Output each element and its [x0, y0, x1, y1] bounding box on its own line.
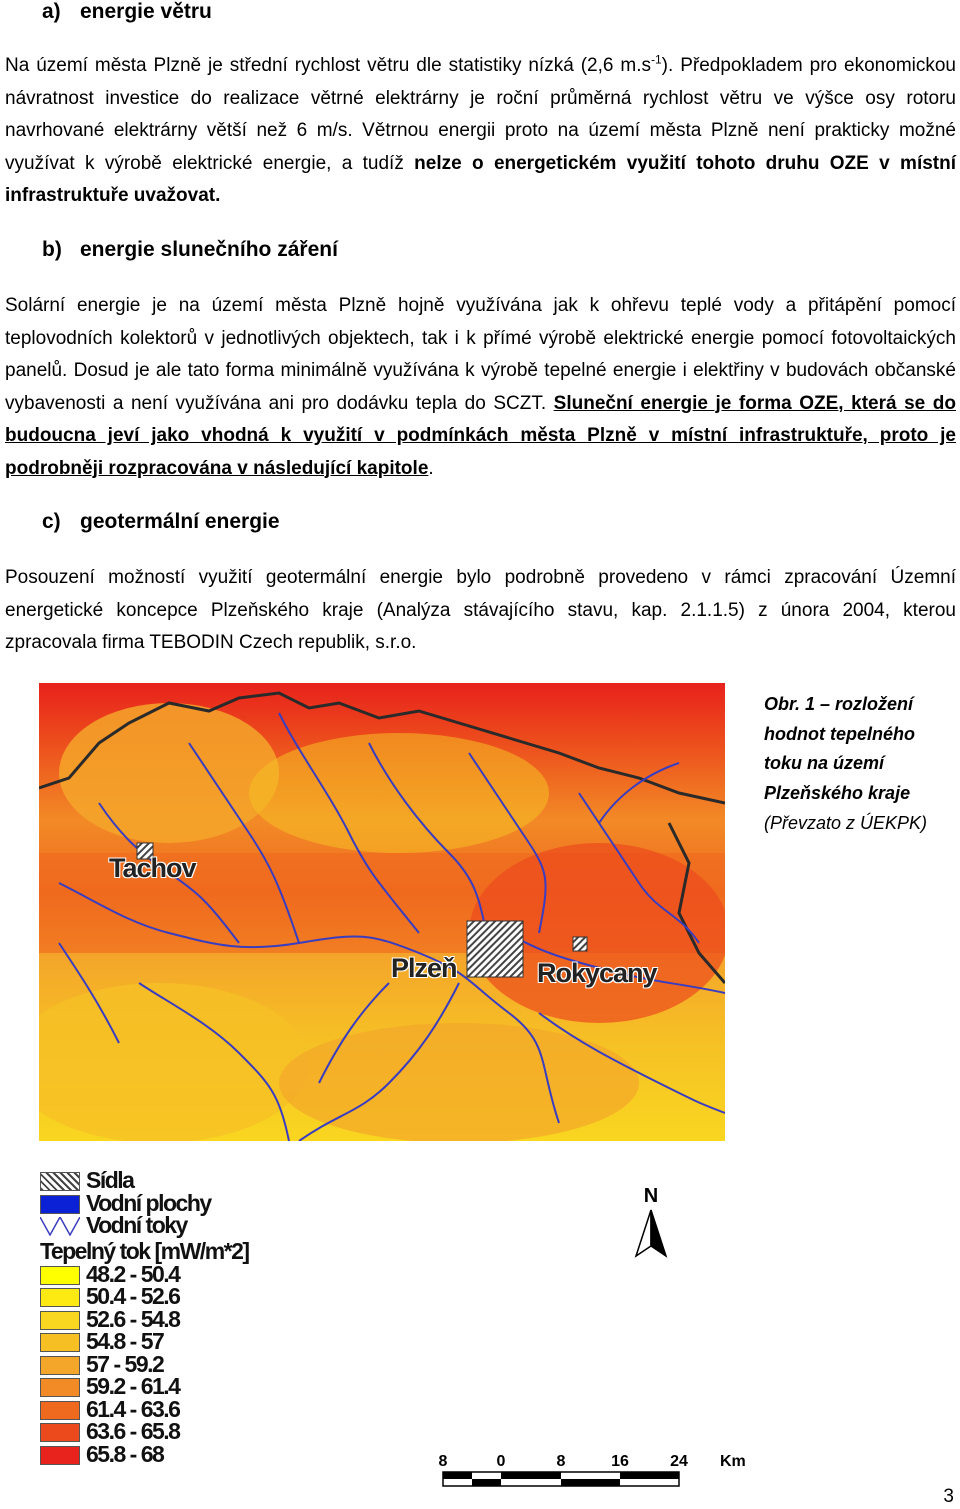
caption-source: (Převzato z ÚEKPK): [764, 812, 928, 833]
legend-label: 48.2 - 50.4: [86, 1260, 180, 1287]
legend-row-heat-class: [38, 1440, 358, 1467]
scale-tick-label: 16: [611, 1453, 629, 1470]
legend-label: 52.6 - 54.8: [86, 1305, 180, 1332]
legend-heat-classes: [38, 1260, 358, 1467]
scale-tick-label: 24: [670, 1453, 688, 1470]
scale-segment: [620, 1472, 679, 1479]
heading-title: geotermální energie: [80, 510, 280, 533]
water-area-swatch: [40, 1195, 80, 1214]
scale-segment: [443, 1472, 472, 1479]
town-label-rokycany: Rokycany: [537, 958, 657, 988]
heading-solar-energy: [42, 238, 338, 262]
heading-title: energie větru: [80, 0, 212, 23]
scale-bar-graphic: [430, 1450, 750, 1492]
heat-zone: [59, 703, 279, 843]
heading-wind-energy: [42, 0, 212, 24]
legend-row-water-flows: [38, 1212, 358, 1238]
heat-zone: [279, 1023, 639, 1141]
heat-class-swatch: [40, 1356, 80, 1375]
heat-flow-map: [39, 683, 725, 1141]
text-run: Solární energie je na území města Plzně hojně využívána jak k ohřevu teplé vody a přitápění pomocí teplovodních kolektorů v jednotlivých objektech, tak i k přímé výrobě elektrické energie pomocí fotovoltaických panelů. Dosud je ale tato forma minimálně využívána k výrobě tepelné energie i elektřiny v budovách občanské vybavenosti a není využívána ani pro dodávku tepla do SCZT.: [5, 295, 956, 414]
north-arrow-icon: [630, 1208, 672, 1258]
legend-label: 54.8 - 57: [86, 1328, 164, 1354]
legend-label: Sídla: [86, 1167, 134, 1193]
legend-heat-flow-title: Tepelný tok [mW/m*2]: [40, 1237, 249, 1264]
caption-main: Obr. 1 – rozložení hodnot tepelného toku na území Plzeňského kraje: [764, 694, 915, 804]
figure-caption: [764, 690, 954, 839]
heading-letter: a): [42, 0, 61, 23]
legend-label: 57 - 59.2: [86, 1350, 164, 1377]
water-flow-swatch: [40, 1217, 80, 1236]
heat-class-swatch: [40, 1311, 80, 1330]
page-number: 3: [943, 1486, 954, 1507]
bold-conclusion: nelze o energetickém využití tohoto druhu OZE v místní infrastruktuře uvažovat.: [5, 152, 956, 206]
paragraph-geothermal: Posouzení možností využití geotermální energie bylo podrobně provedeno v rámci zpracování Územní energetické koncepce Plzeňského kraje (Analýza stávajícího stavu, kap. 2.1.1.5) z února 2004, kterou zpracovala firma TEBODIN Czech republik, s.r.o.: [5, 567, 956, 653]
settlement-swatch: [40, 1172, 80, 1191]
legend-label: 50.4 - 52.6: [86, 1283, 180, 1309]
legend-label: Vodní plochy: [86, 1189, 211, 1216]
legend-label: 63.6 - 65.8: [86, 1418, 180, 1444]
heat-class-swatch: [40, 1378, 80, 1397]
legend-label: 65.8 - 68: [86, 1440, 164, 1467]
heat-class-swatch: [40, 1288, 80, 1307]
paragraph-solar: [5, 290, 956, 485]
heading-letter: c): [42, 510, 61, 533]
scale-segment: [501, 1472, 561, 1479]
heading-title: energie slunečního záření: [80, 238, 338, 261]
settlement-plzen: [467, 921, 523, 977]
superscript: -1: [651, 52, 662, 67]
scale-tick-label: 8: [438, 1453, 448, 1470]
scale-tick-label: 8: [556, 1453, 566, 1470]
scale-tick-label: 0: [496, 1453, 506, 1470]
scale-segment: [561, 1479, 620, 1486]
heading-geothermal-energy: [42, 510, 280, 534]
scale-segment: [472, 1479, 501, 1486]
text-run: .: [428, 457, 434, 479]
legend-label: Vodní toky: [86, 1212, 187, 1238]
heat-class-swatch: [40, 1266, 80, 1285]
north-arrow: [630, 1185, 672, 1263]
heat-class-swatch: [40, 1423, 80, 1442]
heat-class-swatch: [40, 1401, 80, 1420]
map-legend: [38, 1167, 358, 1467]
heading-letter: b): [42, 238, 62, 261]
settlement-rokycany: [573, 937, 587, 951]
underlined-conclusion: Sluneční energie je forma OZE, která se do budoucna jeví jako vhodná k využití v podmínkách města Plzně v místní infrastruktuře, proto je podrobněji rozpracována v následující kapitole: [5, 392, 956, 479]
legend-label: 59.2 - 61.4: [86, 1373, 180, 1399]
text-run: Na území města Plzně je střední rychlost větru dle statistiky nízká (2,6 m.s: [5, 55, 651, 76]
legend-label: 61.4 - 63.6: [86, 1395, 180, 1422]
map-graphic: [39, 683, 725, 1141]
town-label-tachov: Tachov: [109, 853, 196, 883]
paragraph-wind: [5, 50, 956, 213]
text-run: ). Předpokladem pro ekonomickou návratnost investice do realizace větrné elektrárny je roční průměrná rychlost větru ve výšce osy rotoru navrhované elektrárny větší než 6 m/s. Větrnou energii proto na území města Plzně není prakticky možné využívat k výrobě elektrické energie, a tudíž: [5, 55, 956, 174]
north-label: N: [643, 1185, 659, 1207]
heat-class-swatch: [40, 1446, 80, 1465]
town-label-plzen: Plzeň: [391, 953, 457, 983]
heat-class-swatch: [40, 1333, 80, 1352]
scale-bar: [430, 1450, 750, 1497]
scale-unit-label: Km: [720, 1453, 746, 1470]
